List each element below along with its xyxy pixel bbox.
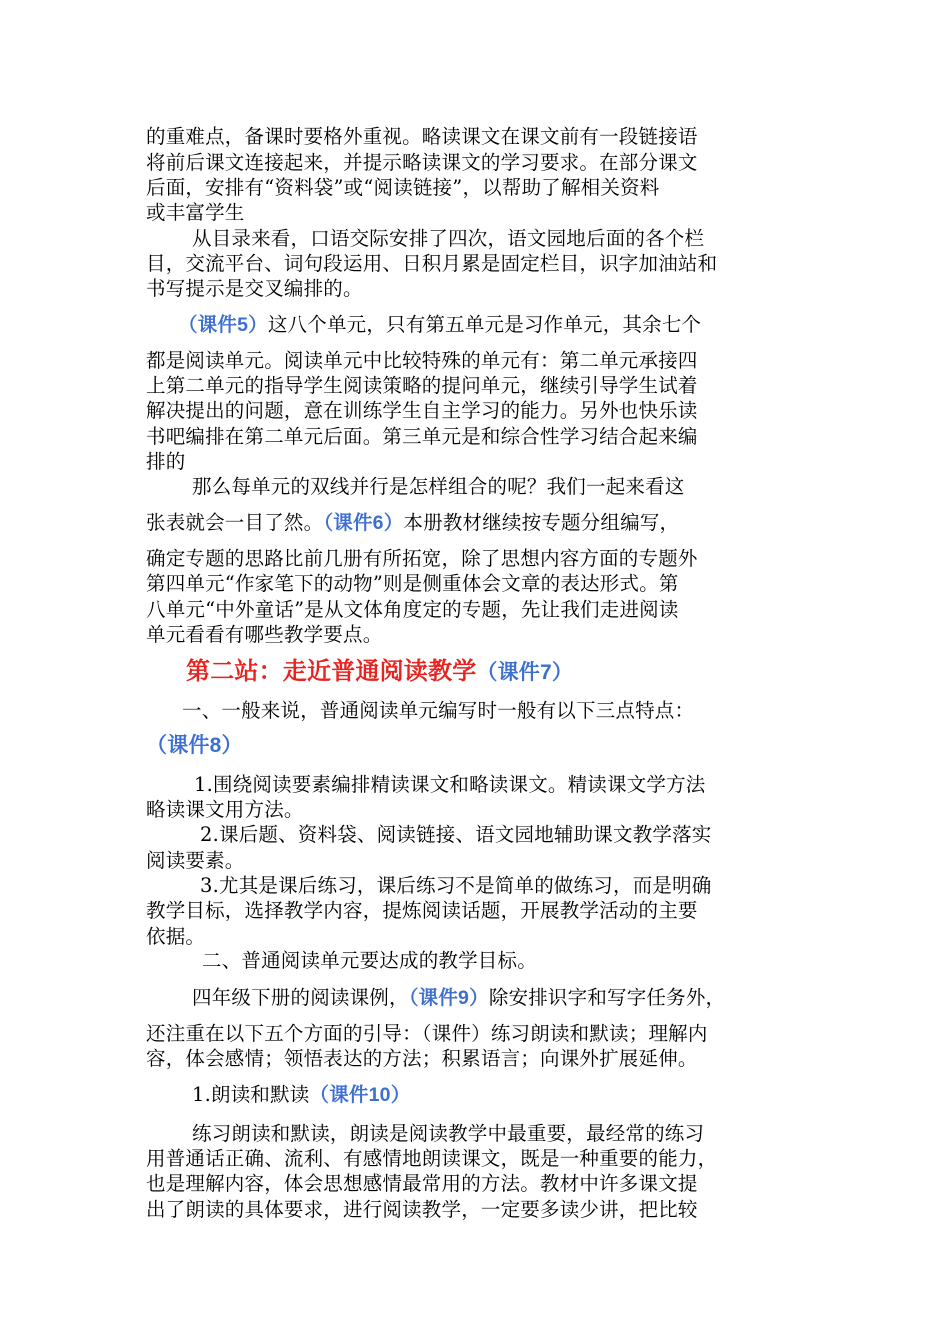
text-span: 1.朗读和默读 xyxy=(192,1083,310,1106)
text-line: 用普通话正确、流利、有感情地朗读课文，既是一种重要的能力， xyxy=(146,1147,718,1170)
text-span: 本册教材继续按专题分组编写， xyxy=(403,511,680,534)
text-line: 书吧编排在第二单元后面。第三单元是和综合性学习结合起来编 xyxy=(146,425,698,448)
text-line: 一、一般来说，普通阅读单元编写时一般有以下三点特点： xyxy=(182,699,695,722)
text-line: 那么每单元的双线并行是怎样组合的呢？我们一起来看这 xyxy=(192,475,685,498)
text-span: 四年级下册的阅读课例， xyxy=(192,986,409,1009)
section-heading xyxy=(186,655,854,689)
courseware-tag: （课件8） xyxy=(146,734,243,757)
paragraph-first-line xyxy=(178,312,846,338)
text-line: 练习朗读和默读，朗读是阅读教学中最重要，最经常的练习 xyxy=(192,1122,705,1145)
courseware-tag: （课件7） xyxy=(476,661,574,684)
text-line: 的重难点，备课时要格外重视。略读课文在课文前有一段链接语 xyxy=(146,125,698,148)
text-line: 教学目标，选择教学内容，提炼阅读话题，开展教学活动的主要 xyxy=(146,899,698,922)
text-line: 八单元“中外童话”是从文体角度定的专题，先让我们走进阅读 xyxy=(146,598,679,621)
text-line: 上第二单元的指导学生阅读策略的提问单元，继续引导学生试着 xyxy=(146,374,698,397)
text-line: 容，体会感情；领悟表达的方法；积累语言；向课外扩展延伸。 xyxy=(146,1047,698,1070)
courseware-tag: （课件10） xyxy=(309,1084,411,1106)
text-line: 略读课文用方法。 xyxy=(146,798,304,821)
courseware-tag: （课件9） xyxy=(408,987,489,1009)
subheading xyxy=(192,1082,860,1108)
text-line: 都是阅读单元。阅读单元中比较特殊的单元有：第二单元承接四 xyxy=(146,349,698,372)
courseware-tag: （课件6） xyxy=(323,512,404,534)
subheading: 二、普通阅读单元要达成的教学目标。 xyxy=(202,949,537,972)
list-item: 1.围绕阅读要素编排精读课文和略读课文。精读课文学方法 xyxy=(194,773,706,796)
courseware-tag: （课件5） xyxy=(178,314,268,336)
text-line: 解决提出的问题，意在训练学生自主学习的能力。另外也快乐读 xyxy=(146,399,698,422)
text-line: 确定专题的思路比前几册有所拓宽，除了思想内容方面的专题外 xyxy=(146,547,698,570)
paragraph-first-line xyxy=(192,985,860,1011)
text-span: 张表就会一目了然。 xyxy=(146,511,324,534)
text-line: 依据。 xyxy=(146,925,206,948)
list-item: 3.尤其是课后练习，课后练习不是简单的做练习，而是明确 xyxy=(200,874,712,897)
text-line: 第四单元“作家笔下的动物”则是侧重体会文章的表达形式。第 xyxy=(146,572,679,595)
section-title: 第二站：走近普通阅读教学 xyxy=(186,657,477,685)
text-span: 这八个单元，只有第五单元是习作单元，其余七个 xyxy=(267,313,702,336)
text-line: 还注重在以下五个方面的引导：（课件）练习朗读和默读；理解内 xyxy=(146,1022,708,1045)
paragraph-line xyxy=(146,510,814,536)
text-line: 单元看看有哪些教学要点。 xyxy=(146,623,383,646)
text-line: 出了朗读的具体要求，进行阅读教学，一定要多读少讲，把比较 xyxy=(146,1198,698,1221)
text-line: 从目录来看，口语交际安排了四次，语文园地后面的各个栏 xyxy=(192,227,705,250)
text-line xyxy=(146,733,814,759)
list-item: 2.课后题、资料袋、阅读链接、语文园地辅助课文教学落实 xyxy=(200,823,712,846)
text-line: 书写提示是交叉编排的。 xyxy=(146,277,363,300)
text-line: 或丰富学生 xyxy=(146,201,245,224)
text-line: 目，交流平台、词句段运用、日积月累是固定栏目，识字加油站和 xyxy=(146,252,718,275)
text-line: 排的 xyxy=(146,450,186,473)
text-line: 也是理解内容，体会思想感情最常用的方法。教材中许多课文提 xyxy=(146,1172,698,1195)
text-line: 阅读要素。 xyxy=(146,849,245,872)
text-line: 后面，安排有“资料袋”或“阅读链接”，以帮助了解相关资料 xyxy=(146,176,660,199)
text-span: 除安排识字和写字任务外， xyxy=(488,986,726,1009)
text-line: 将前后课文连接起来，并提示略读课文的学习要求。在部分课文 xyxy=(146,151,698,174)
